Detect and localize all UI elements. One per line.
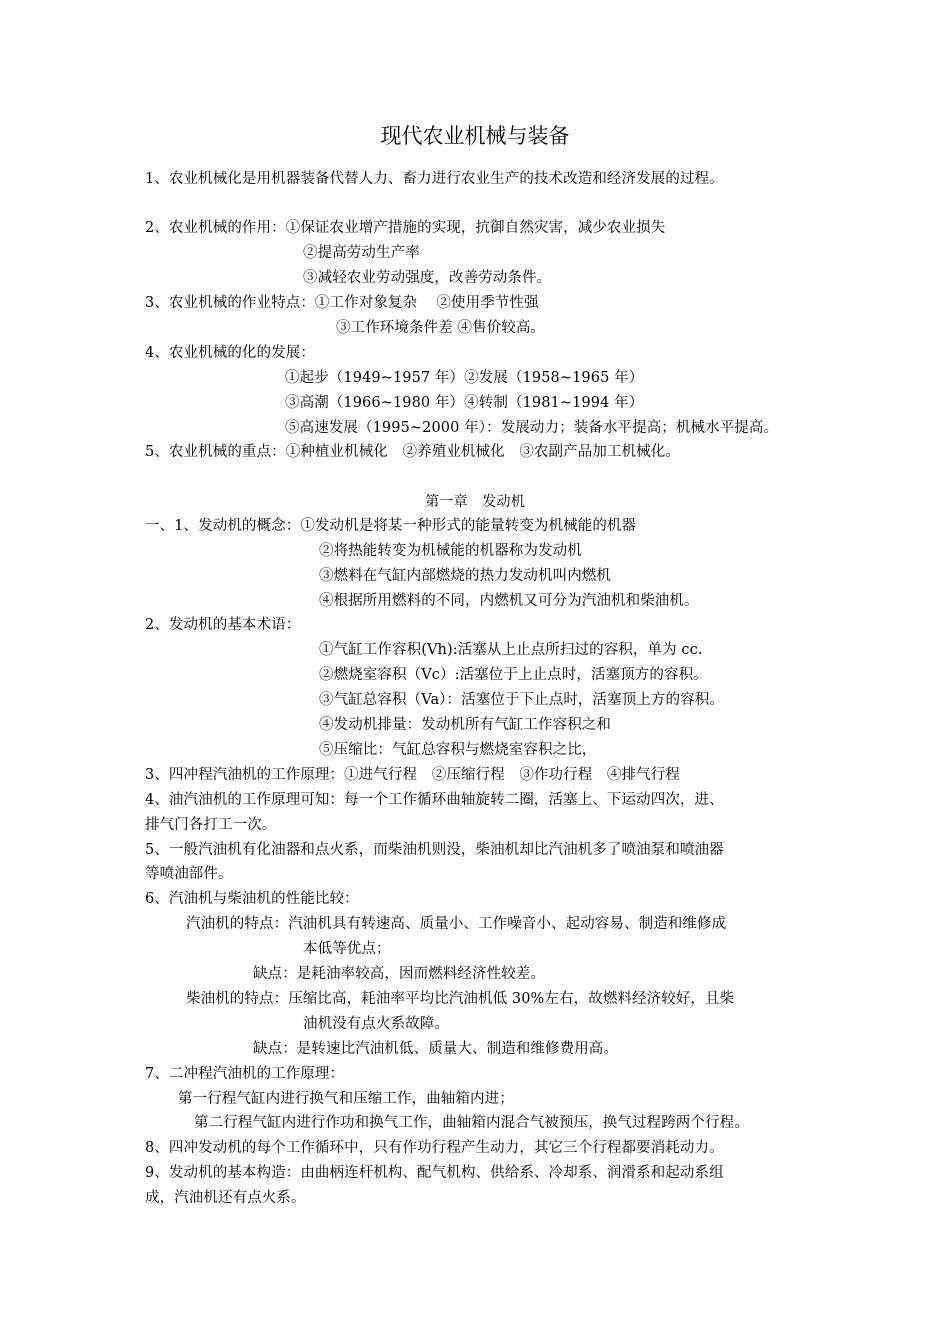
text-line: ⑤高速发展（1995~2000 年）：发展动力；装备水平提高；机械水平提高。 (285, 420, 779, 436)
text-line: ⑤压缩比：气缸总容积与燃烧室容积之比， (319, 742, 597, 758)
text-line: 1、农业机械化是用机器装备代替人力、畜力进行农业生产的技术改造和经济发展的过程。 (145, 171, 724, 187)
text-line: 6、汽油机与柴油机的性能比较： (145, 891, 359, 907)
text-line: 第二行程气缸内进行作功和换气工作，曲轴箱内混合气被预压，换气过程跨两个行程。 (194, 1115, 749, 1131)
text-line: 9、发动机的基本构造：由曲柄连杆机构、配气机构、供给系、冷却系、润滑系和起动系组 (145, 1165, 724, 1181)
text-line: 缺点：是耗油率较高，因而燃料经济性较差。 (253, 966, 545, 982)
text-line: 缺点：是转速比汽油机低、质量大、制造和维修费用高。 (253, 1041, 618, 1057)
text-line: 4、油汽油机的工作原理可知：每一个工作循环曲轴旋转二圈，活塞上、下运动四次，进、 (145, 792, 724, 808)
text-line: 汽油机的特点：汽油机具有转速高、质量小、工作噪音小、起动容易、制造和维修成 (186, 916, 727, 932)
text-line: ②提高劳动生产率 (303, 245, 420, 261)
text-line: ①起步（1949~1957 年）②发展（1958~1965 年） (285, 370, 644, 386)
text-line: ④发动机排量：发动机所有气缸工作容积之和 (319, 717, 611, 733)
text-line: 5、一般汽油机有化油器和点火系，而柴油机则没，柴油机却比汽油机多了喷油泵和喷油器 (145, 842, 724, 858)
text-line: 5、农业机械的重点：①种植业机械化 ②养殖业机械化 ③农副产品加工机械化。 (145, 444, 680, 460)
text-line: 一、1、发动机的概念：①发动机是将某一种形式的能量转变为机械能的机器 (145, 518, 637, 534)
text-line: 等喷油部件。 (145, 866, 233, 882)
text-line: ④根据所用燃料的不同，内燃机又可分为汽油机和柴油机。 (319, 593, 699, 609)
text-line: ③减轻农业劳动强度，改善劳动条件。 (303, 270, 552, 286)
text-line: ②将热能转变为机械能的机器称为发动机 (319, 543, 582, 559)
text-line: 本低等优点； (303, 941, 391, 957)
text-line: 3、农业机械的作业特点：①工作对象复杂 ②使用季节性强 (145, 295, 539, 311)
text-line: ③工作环境条件差 ④售价较高。 (336, 320, 546, 336)
text-line: 油机没有点火系故障。 (303, 1016, 449, 1032)
text-line: ①气缸工作容积(Vh):活塞从上止点所扫过的容积，单为 cc. (319, 642, 703, 658)
text-line: 8、四冲发动机的每个工作循环中，只有作功行程产生动力，其它三个行程都要消耗动力。 (145, 1140, 724, 1156)
text-line: ③燃料在气缸内部燃烧的热力发动机叫内燃机 (319, 568, 611, 584)
text-line: 2、发动机的基本术语： (145, 617, 301, 633)
text-line: 4、农业机械的化的发展： (145, 345, 315, 361)
text-line: 柴油机的特点：压缩比高，耗油率平均比汽油机低 30%左右，故燃料经济较好，且柴 (186, 991, 735, 1007)
text-line: ③高潮（1966~1980 年）④转制（1981~1994 年） (285, 395, 644, 411)
text-line: ③气缸总容积（Va）：活塞位于下止点时，活塞顶上方的容积。 (319, 692, 724, 708)
text-line: 2、农业机械的作用：①保证农业增产措施的实现，抗御自然灾害，减少农业损失 (145, 220, 666, 236)
text-line: ②燃烧室容积（Vc）:活塞位于上止点时，活塞顶方的容积。 (319, 667, 708, 683)
page-title: 现代农业机械与装备 (380, 124, 570, 148)
text-line: 排气门各打工一次。 (145, 817, 277, 833)
text-line: 3、四冲程汽油机的工作原理：①进气行程 ②压缩行程 ③作功行程 ④排气行程 (145, 767, 680, 783)
text-line: 7、二冲程汽油机的工作原理： (145, 1066, 345, 1082)
chapter-heading: 第一章 发动机 (424, 494, 525, 510)
text-line: 第一行程气缸内进行换气和压缩工作，曲轴箱内进； (178, 1091, 514, 1107)
text-line: 成，汽油机还有点火系。 (145, 1190, 306, 1206)
